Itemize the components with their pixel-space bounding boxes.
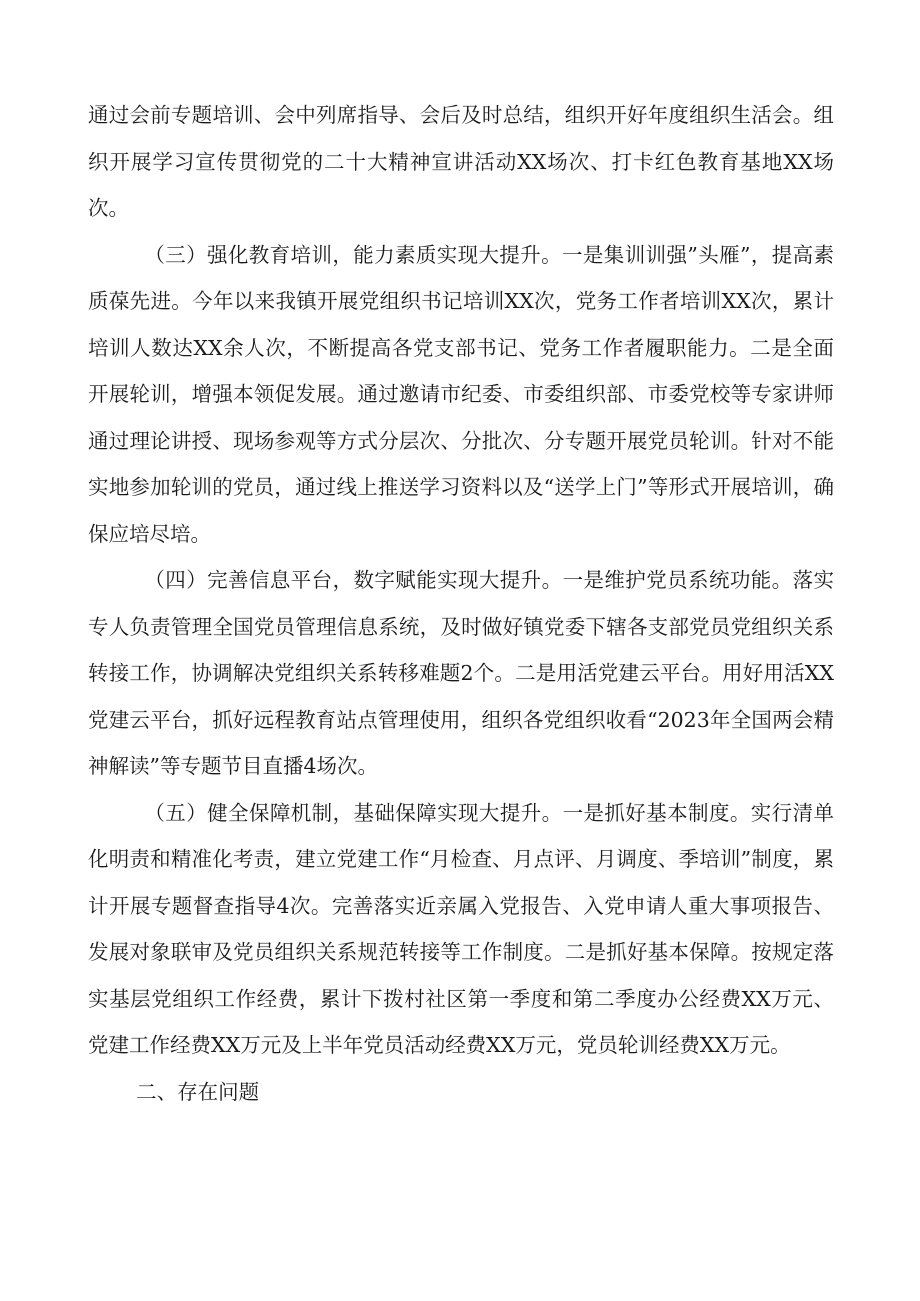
- paragraph-continuation: 通过会前专题培训、会中列席指导、会后及时总结，组织开好年度组织生活会。组织开展学习宣传贯彻党的二十大精神宣讲活动XX场次、打卡红色教育基地XX场次。: [88, 103, 834, 220]
- paragraph-section-4: （四）完善信息平台，数字赋能实现大提升。一是维护党员系统功能。落实专人负责管理全国党员管理信息系统，及时做好镇党委下辖各支部党员党组织关系转接工作，协调解决党组织关系转移难题2个。二是用活党建云平台。用好用活XX党建云平台，抓好远程教育站点管理使用，组织各党组织收看“2023年全国两会精神解读”等专题节目直播4场次。: [88, 568, 834, 778]
- section-heading-problems: 二、存在问题: [136, 1079, 260, 1104]
- document-body: [88, 92, 834, 1115]
- paragraph-section-5: （五）健全保障机制，基础保障实现大提升。一是抓好基本制度。实行清单化明责和精准化考责，建立党建工作“月检查、月点评、月调度、季培训”制度，累计开展专题督查指导4次。完善落实近亲属入党报告、入党申请人重大事项报告、发展对象联审及党员组织关系规范转接等工作制度。二是抓好基本保障。按规定落实基层党组织工作经费，累计下拨村社区第一季度和第二季度办公经费XX万元、党建工作经费XX万元及上半年党员活动经费XX万元，党员轮训经费XX万元。: [88, 800, 834, 1057]
- paragraph-section-3: （三）强化教育培训，能力素质实现大提升。一是集训训强”头雁”，提高素质葆先进。今年以来我镇开展党组织书记培训XX次，党务工作者培训XX次，累计培训人数达XX余人次，不断提高各党支部书记、党务工作者履职能力。二是全面开展轮训，增强本领促发展。通过邀请市纪委、市委组织部、市委党校等专家讲师通过理论讲授、现场参观等方式分层次、分批次、分专题开展党员轮训。针对不能实地参加轮训的党员，通过线上推送学习资料以及“送学上门”等形式开展培训，确保应培尽培。: [88, 242, 834, 546]
